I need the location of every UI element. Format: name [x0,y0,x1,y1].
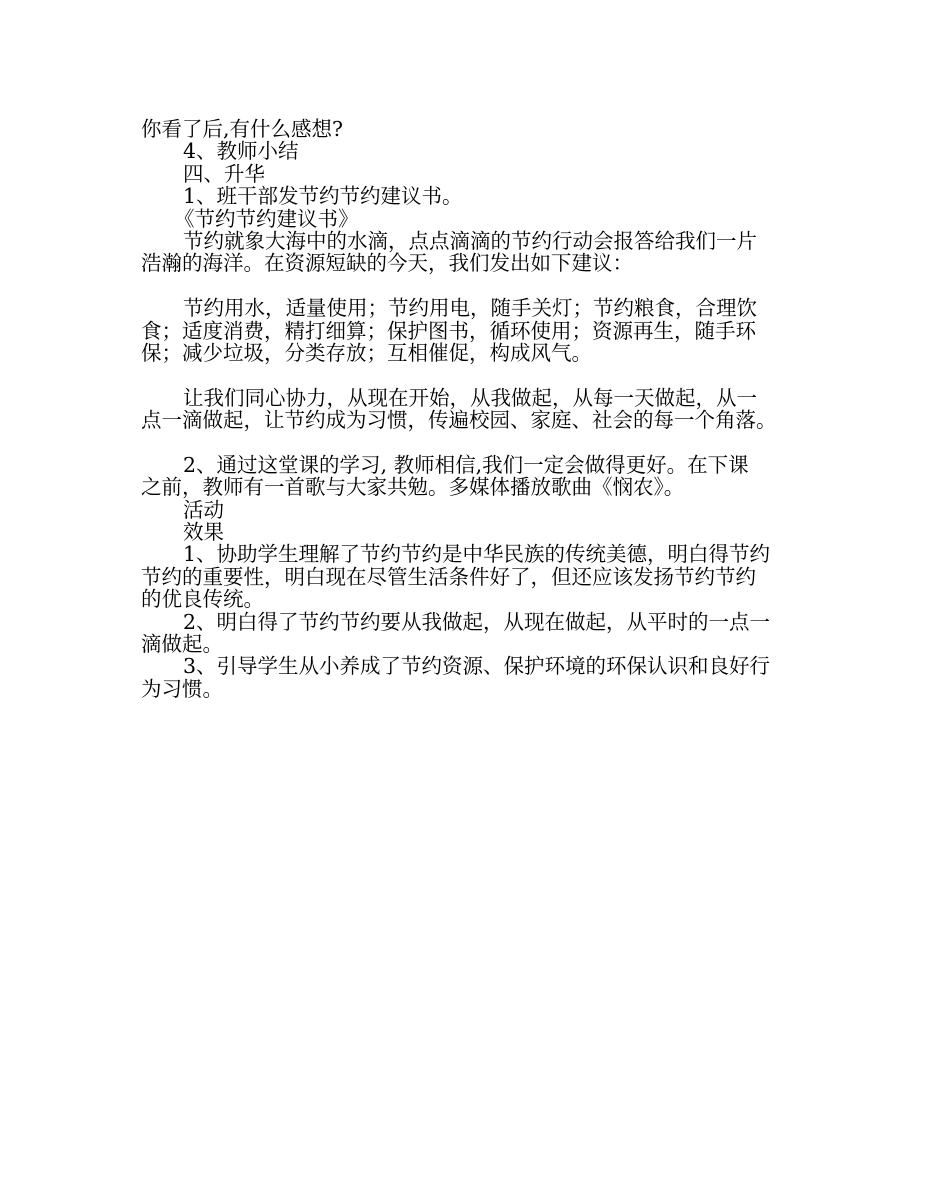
text-line: 保；减少垃圾，分类存放；互相催促，构成风气。 [141,340,592,365]
section-heading: 四、升华 [183,161,265,186]
text-line: 浩瀚的海洋。在资源短缺的今天，我们发出如下建议： [141,251,633,276]
text-line: 2、通过这堂课的学习, 教师相信,我们一定会做得更好。在下课 [183,452,749,477]
text-line: 点一滴做起，让节约成为习惯，传遍校园、家庭、社会的每一个角落。 [141,408,777,433]
text-line: 之前，教师有一首歌与大家共勉。多媒体播放歌曲《悯农》。 [141,475,685,500]
text-line: 你看了后,有什么感想? [141,117,344,141]
text-line: 1、协助学生理解了节约节约是中华民族的传统美德，明白得节约 [183,542,771,567]
blank-line [141,275,831,297]
text-line: 食；适度消费，精打细算；保护图书，循环使用；资源再生，随手环 [141,318,756,343]
text-line: 的优良传统。 [141,587,264,612]
proposal-title: 《节约节约建议书》 [174,206,359,231]
section-label: 效果 [183,520,224,545]
text-line: 节约用水，适量使用；节约用电，随手关灯；节约粮食，合理饮 [183,296,757,321]
blank-line [141,431,831,453]
text-line: 节约就象大海中的水滴，点点滴滴的节约行动会报答给我们一片 [183,228,757,253]
blank-line [141,364,831,386]
text-line: 2、明白得了节约节约要从我做起，从现在做起，从平时的一点一 [183,609,771,634]
text-line: 4、教师小结 [183,139,299,164]
section-label: 活动 [183,497,224,522]
text-line: 1、班干部发节约节约建议书。 [183,184,463,209]
text-line: 3、引导学生从小养成了节约资源、保护环境的环保认识和良好行 [183,654,771,679]
text-line: 让我们同心协力，从现在开始，从我做起，从每一天做起，从一 [183,385,757,410]
text-line: 节约的重要性，明白现在尽管生活条件好了，但还应该发扬节约节约 [141,564,756,589]
document-body [141,118,831,700]
text-line: 为习惯。 [141,676,223,701]
text-line: 滴做起。 [141,631,223,656]
